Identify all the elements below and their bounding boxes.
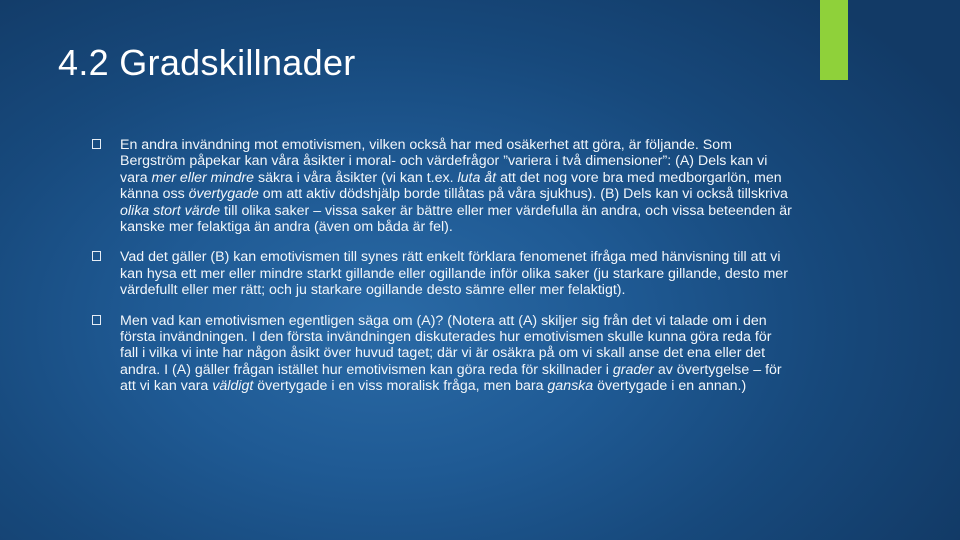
- bullet-text-italic: luta åt: [457, 169, 497, 186]
- bullet-marker-icon: [92, 139, 101, 149]
- bullet-text: om att aktiv dödshjälp borde tillåtas på våra sjukhus). (B) Dels kan vi också tillskriva: [258, 186, 788, 203]
- bullet-text-italic: ganska: [547, 378, 594, 395]
- bullet-text: säkra i våra åsikter (vi kan t.ex.: [254, 169, 458, 186]
- bullet-marker-icon: [92, 315, 101, 325]
- bullet-text: En andra invändning mot emotivismen, vilken också har med osäkerhet att göra, är följande. Som Bergström påpekar kan våra åsikter i moral- och värdefrågor ”variera i två dimensioner”: (A) Dels kan vi vara: [120, 137, 768, 186]
- accent-bar: [820, 0, 848, 80]
- bullet-text: övertygade i en viss moralisk fråga, men bara: [253, 378, 548, 395]
- bullet-list: [92, 137, 792, 409]
- bullet-item: [92, 249, 792, 298]
- bullet-item: [92, 137, 792, 235]
- bullet-text-italic: väldigt: [212, 378, 254, 395]
- bullet-item: [92, 313, 792, 395]
- bullet-text-italic: övertygade: [188, 186, 259, 203]
- slide-title: 4.2 Gradskillnader: [58, 42, 356, 83]
- bullet-text-italic: mer eller mindre: [151, 169, 255, 186]
- bullet-text: övertygade i en annan.): [593, 378, 747, 395]
- bullet-text: Men vad kan emotivismen egentligen säga om (A)? (Notera att (A) skiljer sig från det vi talade om i den första invändningen. I den första invändningen diskuterades hur emotivismen skulle kunna göra reda för fall i vilka vi inte har någon åsikt över huvud taget; där vi är osäkra på om vi skall anse det ena eller det andra. I (A) gäller frågan istället hur emotivismen kan göra reda för skillnader i: [120, 312, 772, 378]
- bullet-text: Vad det gäller (B) kan emotivismen till synes rätt enkelt förklara fenomenet ifråga med hänvisning till att vi kan hysa ett mer eller mindre starkt gillande eller ogillande inför olika saker (ju starkare gillande, desto mer värdefullt eller mer rätt; och ju starkare ogillande desto sämre eller mer felaktigt).: [120, 249, 788, 299]
- bullet-text: till olika saker – vissa saker är bättre eller mer värdefulla än andra, och vissa beteenden är kanske mer felaktiga än andra (även om båda är fel).: [120, 202, 792, 236]
- bullet-text-italic: olika stort värde: [120, 202, 221, 219]
- bullet-text: av övertygelse – för att vi kan vara: [120, 361, 782, 395]
- bullet-marker-icon: [92, 251, 101, 261]
- bullet-text-italic: grader: [612, 361, 654, 378]
- bullet-text: att det nog vore bra med medborgarlön, men känna oss: [120, 169, 782, 203]
